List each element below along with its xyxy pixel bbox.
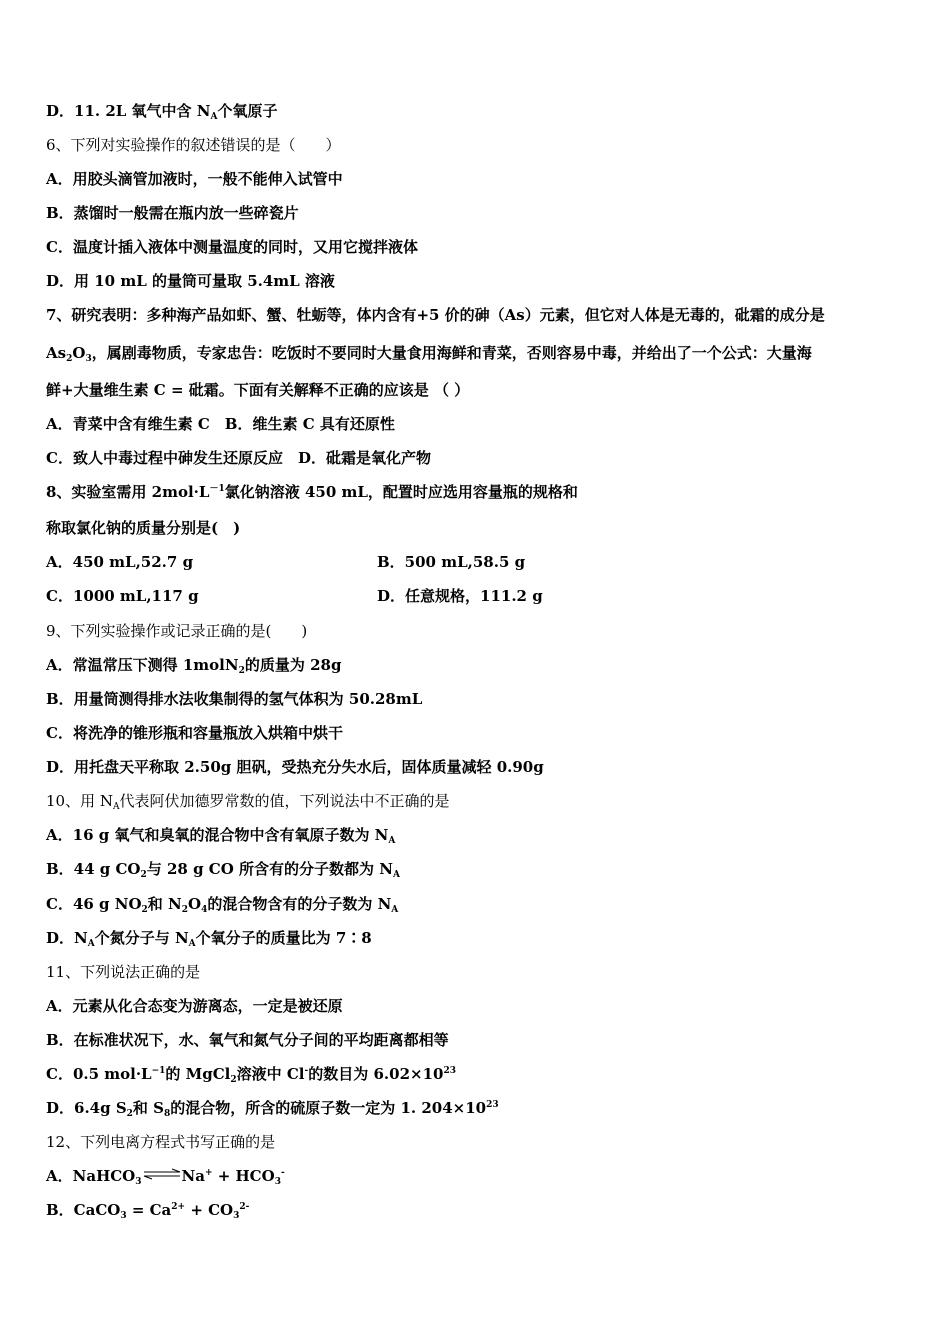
q6-option-a: A．用胶头滴管加液时，一般不能伸入试管中: [46, 170, 343, 188]
q11-option-a: A．元素从化合态变为游离态，一定是被还原: [46, 997, 343, 1015]
question-7-line-2: $As_2O_3$，属剧毒物质，专家忠告：吃饭时不要同时大量食用海鲜和青菜，否则容易中毒，并给出了一个公式：大量海: [46, 344, 812, 364]
question-7-line-3: 鲜+大量维生素 C = 砒霜。下面有关解释不正确的应该是 （ ）: [46, 381, 470, 399]
question-7-line-1: 7、研究表明：多种海产品如虾、蟹、牡蛎等，体内含有+5 价的砷（As）元素，但它对人体是无毒的，砒霜的成分是: [46, 306, 825, 324]
q10-option-c: C．46 g $NO_2$和 $N_2O_4$的混合物含有的分子数为 $N_A$: [46, 895, 399, 915]
reversible-arrow-icon: [142, 1168, 182, 1180]
q9-option-c: C．将洗净的锥形瓶和容量瓶放入烘箱中烘干: [46, 724, 343, 742]
q9-option-a: A．常温常压下测得 1molN$_2$的质量为 28g: [46, 656, 342, 676]
question-12: 12、下列电离方程式书写正确的是: [46, 1133, 276, 1151]
q8-option-c: C．1000 mL,117 g: [46, 587, 199, 605]
q11-option-b: B．在标准状况下，水、氧气和氮气分子间的平均距离都相等: [46, 1031, 449, 1049]
q10-option-d: D．$N_A$个氮分子与 $N_A$个氧分子的质量比为 7∶8: [46, 929, 372, 949]
q7-option-cd: C．致人中毒过程中砷发生还原反应 D．砒霜是氧化产物: [46, 449, 431, 467]
q9-option-b: B．用量筒测得排水法收集制得的氢气体积为 50.28mL: [46, 690, 423, 708]
q10-option-b: B．44 g $CO_2$与 28 g CO 所含有的分子数都为 $N_A$: [46, 860, 400, 880]
question-11: 11、下列说法正确的是: [46, 963, 201, 981]
q11-option-c: C．0.5 $mol\cdot L^{-1}$的 MgCl$_2$溶液中 Cl-的数目为 $6.02\times 10^{23}$: [46, 1065, 456, 1085]
question-6: 6、下列对实验操作的叙述错误的是（ ）: [46, 136, 341, 154]
q12-option-b: B．CaCO$_3$ = $Ca^{2+} + CO_3^{2-}$: [46, 1201, 250, 1221]
option-d-prev: D．11. 2L 氧气中含 $N_A$个氧原子: [46, 102, 278, 122]
q8-option-b: B．500 mL,58.5 g: [377, 553, 526, 571]
q8-option-d: D．任意规格，111.2 g: [377, 587, 543, 605]
question-10: 10、用 $N_A$代表阿伏加德罗常数的值，下列说法中不正确的是: [46, 792, 450, 812]
q8-option-a: A．450 mL,52.7 g: [46, 553, 194, 571]
q10-option-a: A．16 g 氧气和臭氧的混合物中含有氧原子数为 $N_A$: [46, 826, 396, 846]
q6-option-b: B．蒸馏时一般需在瓶内放一些碎瓷片: [46, 204, 299, 222]
question-9: 9、下列实验操作或记录正确的是( ): [46, 622, 308, 640]
question-8-line-1: 8、实验室需用 $2mol\cdot L^{-1}$氯化钠溶液 450 mL，配置时应选用容量瓶的规格和: [46, 483, 578, 501]
q12-option-a: A．NaHCO$_3$ $Na^+ + HCO_3^-$: [46, 1167, 285, 1187]
q6-option-c: C．温度计插入液体中测量温度的同时，又用它搅拌液体: [46, 238, 418, 256]
question-8-line-2: 称取氯化钠的质量分别是( ): [46, 519, 241, 537]
q7-option-ab: A．青菜中含有维生素 C B．维生素 C 具有还原性: [46, 415, 395, 433]
q11-option-d: D．6.4g $S_2$和 $S_8$的混合物，所含的硫原子数一定为 1. $204\times 10^{23}$: [46, 1099, 499, 1119]
q9-option-d: D．用托盘天平称取 2.50g 胆矾，受热充分失水后，固体质量减轻 0.90g: [46, 758, 544, 776]
q6-option-d: D．用 10 mL 的量筒可量取 5.4mL 溶液: [46, 272, 335, 290]
